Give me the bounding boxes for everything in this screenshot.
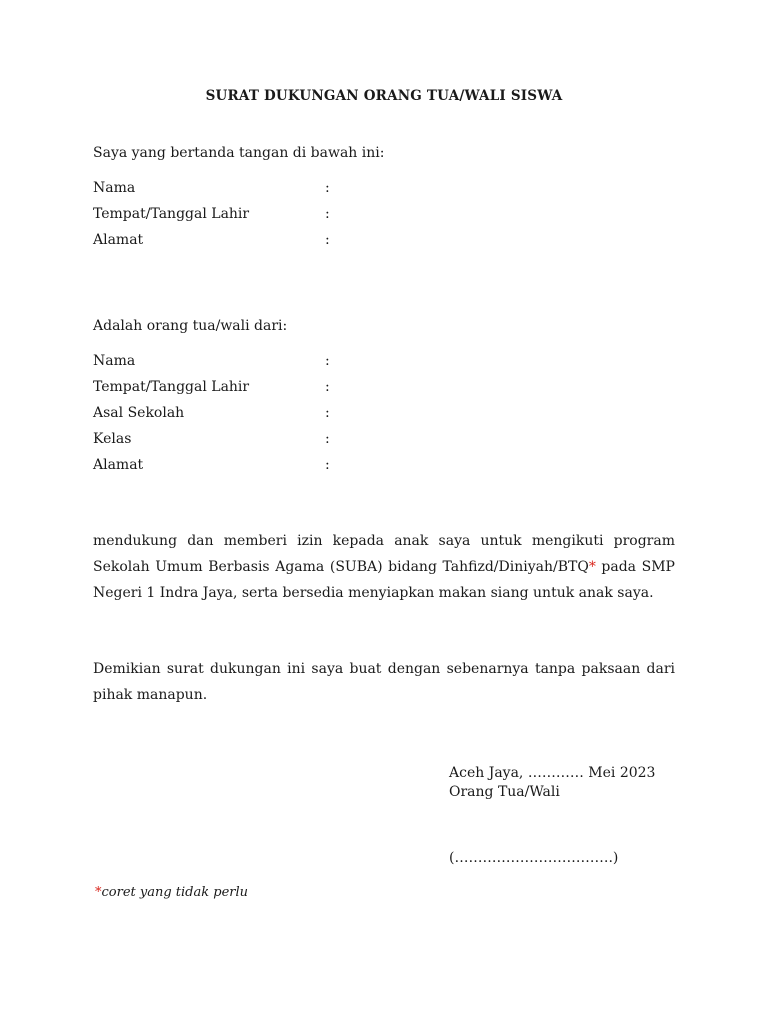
- intro-text: Saya yang bertanda tangan di bawah ini:: [93, 145, 385, 161]
- child-field-row: [93, 457, 353, 477]
- field-label: Tempat/Tanggal Lahir: [93, 206, 250, 222]
- child-intro-text: Adalah orang tua/wali dari:: [93, 318, 288, 334]
- letter-title: SURAT DUKUNGAN ORANG TUA/WALI SISWA: [205, 88, 563, 104]
- support-paragraph: [93, 528, 675, 606]
- field-label: Kelas: [93, 431, 132, 447]
- field-colon: :: [325, 379, 330, 395]
- field-colon: :: [325, 353, 330, 369]
- support-text-after: pada SMP Negeri 1 Indra Jaya, serta bersedia menyiapkan makan siang untuk anak saya.: [93, 559, 675, 601]
- parent-field-row: [93, 206, 353, 226]
- field-colon: :: [325, 431, 330, 447]
- field-label: Nama: [93, 353, 136, 369]
- footnote-text: coret yang tidak perlu: [101, 885, 249, 900]
- field-colon: :: [325, 206, 330, 222]
- field-label: Nama: [93, 180, 136, 196]
- support-text-before: mendukung dan memberi izin kepada anak saya untuk mengikuti program Sekolah Umum Berbasis Agama (SUBA) bidang Tahfizd/Diniyah/BTQ: [93, 533, 675, 575]
- parent-field-row: [93, 232, 353, 252]
- field-label: Alamat: [93, 457, 144, 473]
- footnote-asterisk: *: [95, 885, 102, 900]
- field-colon: :: [325, 457, 330, 473]
- field-colon: :: [325, 180, 330, 196]
- parent-field-row: [93, 180, 353, 200]
- closing-paragraph: Demikian surat dukungan ini saya buat dengan sebenarnya tanpa paksaan dari pihak manapun.: [93, 661, 675, 703]
- footnote: [95, 885, 248, 900]
- signature-name-blank: (…………………………….): [449, 850, 619, 866]
- field-label: Alamat: [93, 232, 144, 248]
- child-field-row: [93, 405, 353, 425]
- child-field-row: [93, 431, 353, 451]
- child-field-row: [93, 353, 353, 373]
- signer-role: Orang Tua/Wali: [449, 784, 560, 800]
- field-label: Asal Sekolah: [93, 405, 185, 421]
- field-colon: :: [325, 405, 330, 421]
- place-date: Aceh Jaya, ………… Mei 2023: [449, 765, 656, 781]
- asterisk-mark: *: [588, 559, 596, 575]
- child-field-row: [93, 379, 353, 399]
- signature-block: [449, 764, 655, 802]
- field-colon: :: [325, 232, 330, 248]
- field-label: Tempat/Tanggal Lahir: [93, 379, 250, 395]
